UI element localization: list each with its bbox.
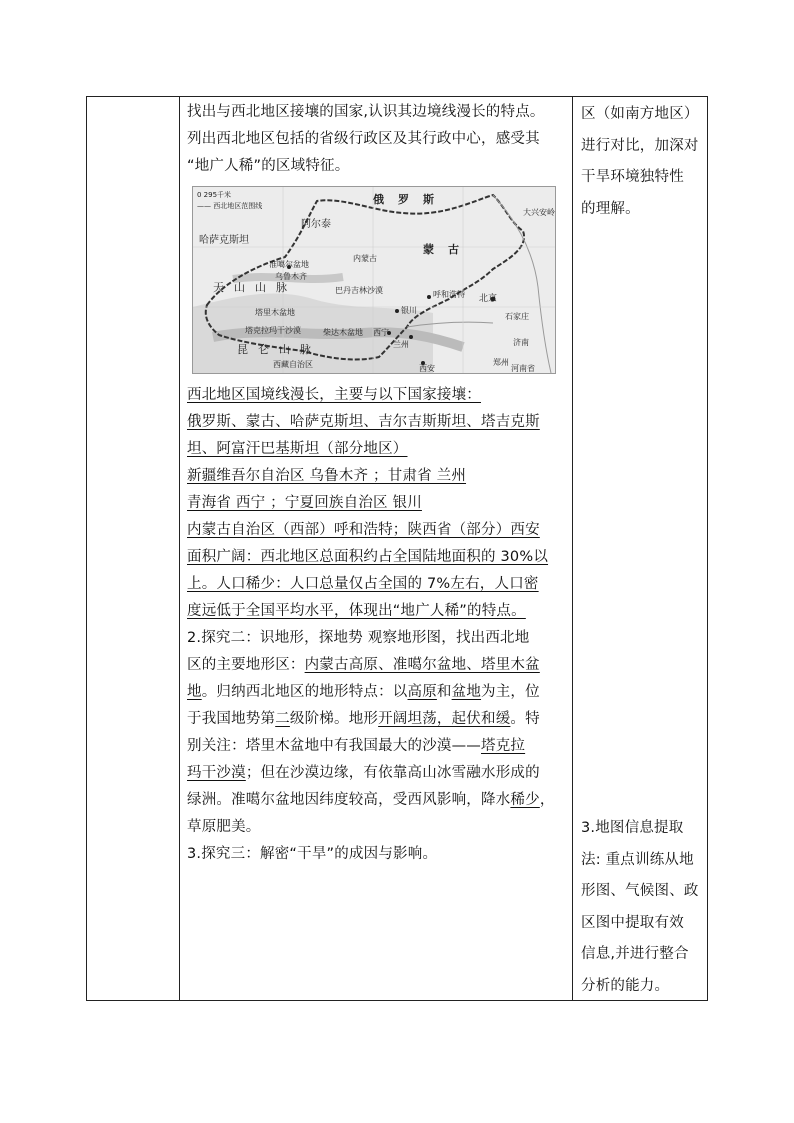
purpose-top-block xyxy=(581,99,703,225)
map-label-tibet: 西藏自治区 xyxy=(273,360,313,369)
map-label-zhengzhou: 郑州 xyxy=(493,358,509,367)
purpose-line: 区图中提取有效 xyxy=(581,914,684,931)
summary-line xyxy=(187,544,566,571)
explore-two-line xyxy=(187,625,566,652)
summary-line xyxy=(187,490,566,517)
map-label-beijing: 北京 xyxy=(479,294,498,304)
explore-two-line xyxy=(187,652,566,679)
summary-line-text: 内蒙古自治区（西部）呼和浩特；陕西省（部分）西安 xyxy=(187,522,540,538)
purpose-bottom-block xyxy=(581,813,705,1002)
explore-two-line xyxy=(187,733,566,760)
map-label-tianshan: 天山山脉 xyxy=(213,281,297,294)
intro-line-3: “地广人稀”的区域特征。 xyxy=(187,158,350,174)
summary-line-text: 度远低于全国平均水平，体现出“地广人稀”的特点。 xyxy=(187,603,526,619)
purpose-line: 法: 重点训练从地 xyxy=(581,851,694,868)
explore-two-segment: 。归纳西北地区的地形特点：以 xyxy=(201,684,408,700)
map-label-kazakhstan: 哈萨克斯坦 xyxy=(199,235,249,246)
map-label-xining: 西宁 xyxy=(373,328,389,337)
purpose-line: 分析的能力。 xyxy=(581,977,670,994)
summary-line xyxy=(187,409,566,436)
map-label-hohhot: 呼和浩特 xyxy=(433,290,465,299)
map-label-junggar: 准噶尔盆地 xyxy=(269,260,309,269)
map-label-russia: 俄罗斯 xyxy=(373,193,448,206)
explore-two-segment: 。特 xyxy=(510,711,540,727)
explore-two-segment: 高原 xyxy=(407,684,437,700)
summary-line-text: 面积广阔：西北地区总面积约占全国陆地面积的 30%以 xyxy=(187,549,549,565)
summary-line-text: 上。人口稀少：人口总量仅占全国的 7%左右，人口密 xyxy=(187,576,539,592)
explore-two-line xyxy=(187,787,566,814)
purpose-line: 区（如南方地区） xyxy=(581,106,699,122)
map-label-lanzhou: 兰州 xyxy=(393,340,409,349)
explore-two-segment: 于我国地势第 xyxy=(187,711,276,727)
map-label-daxinganling: 大兴安岭 xyxy=(523,208,555,217)
purpose-line: 的理解。 xyxy=(581,200,640,217)
explore-two-line xyxy=(187,760,566,787)
summary-line xyxy=(187,436,566,463)
summary-line xyxy=(187,517,566,544)
summary-line xyxy=(187,382,566,409)
map-label-qaidam: 柴达木盆地 xyxy=(323,328,363,337)
explore-two-segment: 盆地 xyxy=(451,684,482,700)
northwest-region-map xyxy=(192,186,556,374)
purpose-line: 干旱环境独特性 xyxy=(581,169,684,185)
explore-two-segment: 玛干沙漠 xyxy=(187,765,246,781)
explore-two-segment: 为主，位 xyxy=(481,684,540,700)
explore-two-segment: 绿洲。准噶尔盆地因纬度较高，受西风影响，降水 xyxy=(187,792,511,808)
explore-two-segment: 内蒙古高原、准噶尔盆地、塔里木盆 xyxy=(304,657,540,673)
explore-two-segment: 和 xyxy=(436,684,452,700)
explore-two-line xyxy=(187,814,566,841)
summary-line-text: 西北地区国境线漫长，主要与以下国家接壤： xyxy=(187,387,481,403)
purpose-line: 3.地图信息提取 xyxy=(581,820,684,836)
map-label-kunlun: 昆仑山脉 xyxy=(237,343,321,356)
purpose-column xyxy=(573,97,707,1000)
explore-two-segment: 地 xyxy=(187,684,202,700)
explore-two-segment: 稀少 xyxy=(510,792,540,808)
explore-two-segment: ；但在沙漠边缘，有依靠高山冰雪融水形成的 xyxy=(245,765,540,781)
map-legend: —— 西北地区范围线 xyxy=(197,202,263,210)
lesson-table xyxy=(86,96,708,1001)
summary-line-text: 新疆维吾尔自治区 乌鲁木齐 ；甘肃省 兰州 xyxy=(187,468,467,484)
map-label-urumqi: 乌鲁木齐 xyxy=(275,272,307,281)
map-scale: 0 295千米 xyxy=(197,191,232,199)
intro-line-2: 列出西北地区包括的省级行政区及其行政中心，感受其 xyxy=(187,131,540,147)
summary-line xyxy=(187,571,566,598)
summary-line-text: 青海省 西宁 ；宁夏回族自治区 银川 xyxy=(187,495,422,511)
explore-three-heading: 3.探究三：解密“干旱”的成因与影响。 xyxy=(187,846,438,862)
map-label-taklimakan: 塔克拉玛干沙漠 xyxy=(245,326,301,335)
map-label-badain: 巴丹吉林沙漠 xyxy=(335,286,383,295)
explore-two-segment: 二 xyxy=(275,711,290,727)
summary-line-text: 坦、阿富汗巴基斯坦（部分地区） xyxy=(187,441,408,457)
map-label-altai: 阿尔泰 xyxy=(301,219,331,230)
map-label-mongolia: 蒙古 xyxy=(423,243,473,256)
map-label-henan: 河南省 xyxy=(511,364,535,373)
summary-block xyxy=(187,382,566,625)
explore-two-segment: 级阶梯。地形 xyxy=(289,711,379,727)
explore-two-segment: 区的主要地形区： xyxy=(187,657,305,673)
summary-line-text: 俄罗斯、蒙古、哈萨克斯坦、吉尔吉斯斯坦、塔吉克斯 xyxy=(187,414,540,430)
map-label-yinchuan: 银川 xyxy=(401,306,417,315)
map-label-xian: 西安 xyxy=(419,364,435,373)
activity-column xyxy=(180,97,572,1000)
purpose-line: 进行对比，加深对 xyxy=(581,137,699,154)
map-label-inner-mongolia: 内蒙古 xyxy=(353,254,377,263)
map-label-jinan: 济南 xyxy=(513,338,529,347)
explore-two-segment: 2.探究二：识地形，探地势 观察地形图，找出西北地 xyxy=(187,630,530,646)
explore-two-line xyxy=(187,679,566,706)
intro-line-1: 找出与西北地区接壤的国家,认识其边境线漫长的特点。 xyxy=(187,104,545,120)
explore-two-line xyxy=(187,706,566,733)
explore-two-segment: 草原肥美。 xyxy=(187,819,261,835)
explore-two-segment: ， xyxy=(539,792,555,808)
summary-line xyxy=(187,598,566,625)
explore-two-segment: 开阔坦荡，起伏和缓 xyxy=(378,711,511,727)
summary-line xyxy=(187,463,566,490)
explore-two-segment: 别关注：塔里木盆地中有我国最大的沙漠—— xyxy=(187,738,481,754)
purpose-line: 形图、气候图、政 xyxy=(581,883,699,899)
purpose-line: 信息,并进行整合 xyxy=(581,946,689,962)
explore-two-segment: 塔克拉 xyxy=(481,738,526,754)
map-label-tarim: 塔里木盆地 xyxy=(255,308,295,317)
explore-two-block xyxy=(187,625,566,841)
map-label-shijiazhuang: 石家庄 xyxy=(505,312,529,321)
